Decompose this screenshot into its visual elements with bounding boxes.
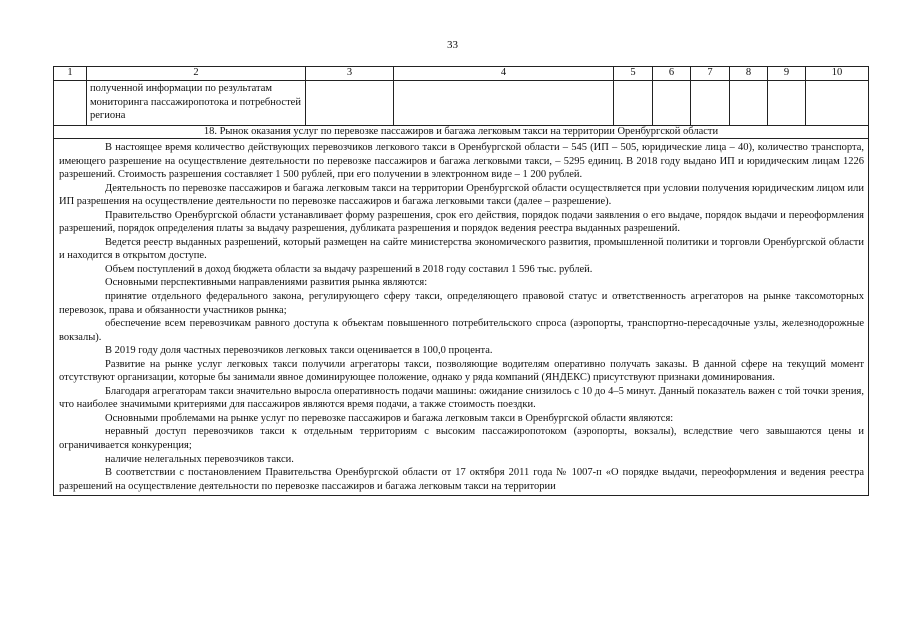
column-number-cell: 4 [394,67,614,81]
column-number-cell: 7 [691,67,730,81]
paragraph: наличие нелегальных перевозчиков такси. [105,453,294,465]
paragraph: неравный доступ перевозчиков такси к отдельным территориям с высоким пассажиропотоком (аэропорты, вокзалы), вследствие чего завышаются цены и ограничивается конкуренция; [59,426,864,452]
column-number-cell: 3 [306,67,394,81]
continuation-cell [87,81,306,126]
page-number: 33 [447,39,458,51]
paragraph: Основными проблемами на рынке услуг по перевозке пассажиров и багажа легковым такси в Оренбургской области являются: [105,412,674,424]
paragraph: Развитие на рынке услуг легковых такси получили агрегаторы такси, позволяющие водителям оперативно получать заказы. В данной сфере на текущий момент отсутствуют организации, которые бы занимали явное доминирующее положение, однако у ряда компаний (ЯНДЕКС) присутствуют признаки доминирования. [59,358,864,384]
column-number-cell: 5 [614,67,653,81]
paragraph: Благодаря агрегаторам такси значительно выросла оперативность подачи машины: ожидание снизилось с 10 до 4–5 минут. Данный показатель важен с той точки зрения, что наиболее значимыми критериями для пассажиров являются время подачи, а также стоимость поездки. [59,385,864,411]
paragraph: В 2019 году доля частных перевозчиков легковых такси оценивается в 100,0 процента. [105,345,493,357]
empty-cell [614,81,653,126]
column-number-row [54,67,869,81]
empty-cell [394,81,614,126]
section-body-row [54,139,869,496]
column-number-cell: 1 [54,67,87,81]
paragraph: принятие отдельного федерального закона, регулирующего сферу такси, определяющего правовой статус и ответственность агрегаторов на рынке таксомоторных перевозок, права и обязанности участников рынка; [59,291,864,316]
empty-cell [653,81,691,126]
column-number-cell: 2 [87,67,306,81]
paragraph: В настоящее время количество действующих перевозчиков легкового такси в Оренбургской области – 545 (ИП – 505, юридические лица – 40), количество транспорта, имеющего разрешение на осуществление деятельности по перевозке пассажиров и багажа легковыми такси, – 5295 единиц. В 2018 году выдано ИП и юридическим лицам 1226 разрешений. Стоимость разрешения составляет 1 500 рублей, при его получении в электронном виде – 1 200 рублей. [59,142,864,181]
column-number-cell: 8 [730,67,768,81]
paragraph: Основными перспективными направлениями развития рынка являются: [105,277,428,289]
section-body [54,139,869,496]
column-number-cell: 10 [806,67,869,81]
empty-cell [806,81,869,126]
column-number-cell: 6 [653,67,691,81]
section-title-row [54,126,869,139]
paragraph: обеспечение всем перевозчикам равного доступа к объектам повышенного потребительского спроса (аэропорты, транспортно-пересадочные узлы, железнодорожные вокзалы). [59,318,864,343]
column-number-cell: 9 [768,67,806,81]
empty-cell [768,81,806,126]
empty-cell [306,81,394,126]
paragraph: Правительство Оренбургской области устанавливает форму разрешения, срок его действия, порядок подачи заявления о его выдаче, порядок выдачи и переоформления разрешений, порядок определения платы за выдачу разрешения, дубликата разрешения и порядок ведения реестра выданных разрешений. [59,209,864,235]
paragraph: Деятельность по перевозке пассажиров и багажа легковым такси на территории Оренбургской области осуществляется при условии получения юридическим лицом или ИП разрешения на осуществление деятельности по перевозке пассажиров и багажа легковыми такси (далее – разрешение). [59,182,864,208]
empty-cell [54,81,87,126]
paragraph: В соответствии с постановлением Правительства Оренбургской области от 17 октября 2011 года № 1007-п «О порядке выдачи, переоформления и ведения реестра разрешений на осуществление деятельности по перевозке пассажиров и багажа легковым такси на территории [59,467,864,492]
paragraph: Объем поступлений в доход бюджета области за выдачу разрешений в 2018 году составил 1 596 тыс. рублей. [105,263,593,275]
empty-cell [730,81,768,126]
document-table [53,66,869,496]
continuation-row [54,81,869,126]
continuation-text: полученной информации по результатам мониторинга пассажиропотока и потребностей региона [90,83,301,122]
empty-cell [691,81,730,126]
paragraph: Ведется реестр выданных разрешений, который размещен на сайте министерства экономического развития, промышленной политики и торговли Оренбургской области и находится в открытом доступе. [59,236,864,262]
section-title: 18. Рынок оказания услуг по перевозке пассажиров и багажа легковым такси на территории Оренбургской области [54,126,869,139]
